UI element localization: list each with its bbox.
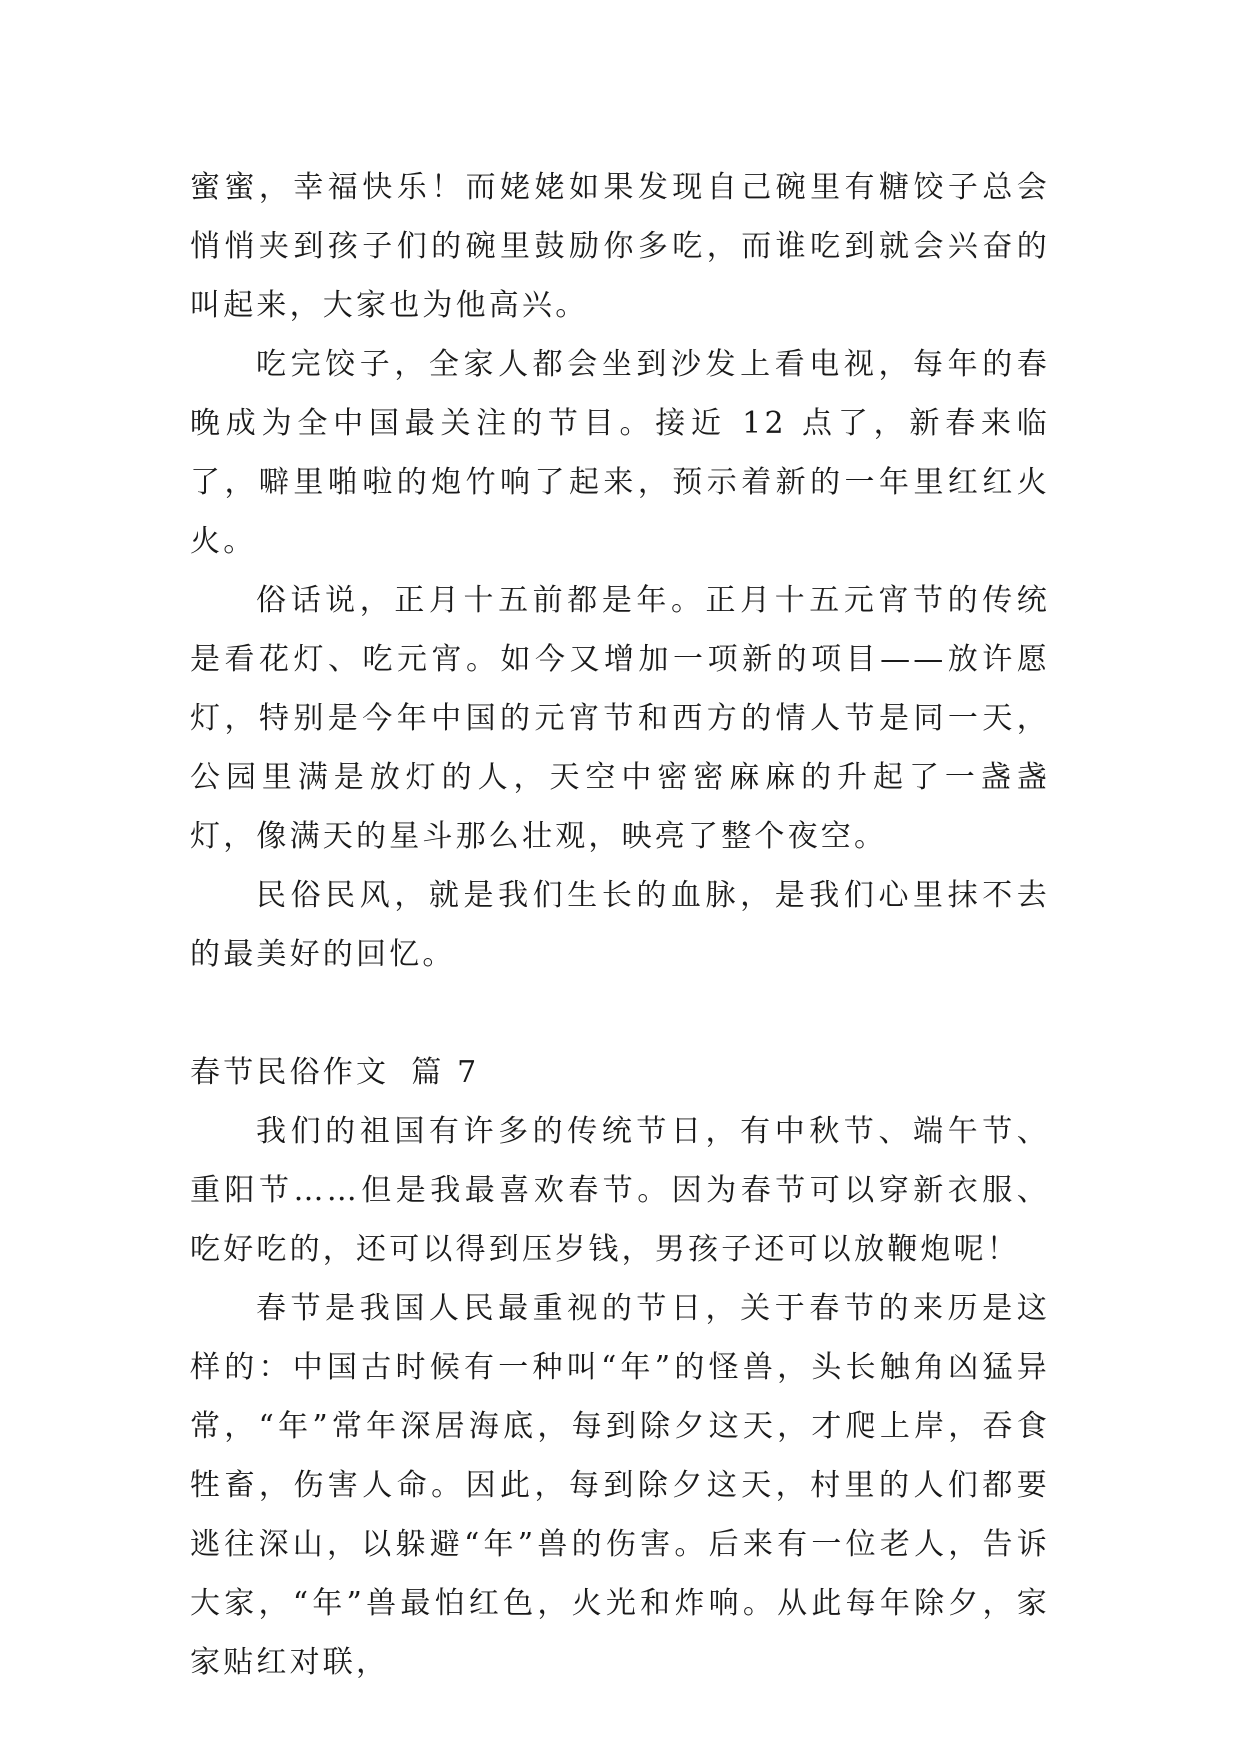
section-heading	[190, 1043, 1050, 1102]
paragraph: 俗话说，正月十五前都是年。正月十五元宵节的传统是看花灯、吃元宵。如今又增加一项新的项目——放许愿灯，特别是今年中国的元宵节和西方的情人节是同一天，公园里满是放灯的人，天空中密密麻麻的升起了一盏盏灯，像满天的星斗那么壮观，映亮了整个夜空。	[190, 583, 1050, 854]
document-body	[190, 158, 1050, 1692]
paragraph: 吃完饺子，全家人都会坐到沙发上看电视，每年的春晚成为全中国最关注的节目。接近 12 点了，新春来临了，噼里啪啦的炮竹响了起来，预示着新的一年里红红火火。	[190, 347, 1050, 559]
paragraph: 春节是我国人民最重视的节日，关于春节的来历是这样的：中国古时候有一种叫“年”的怪兽，头长触角凶猛异常，“年”常年深居海底，每到除夕这天，才爬上岸，吞食牲畜，伤害人命。因此，每到除夕这天，村里的人们都要逃往深山，以躲避“年”兽的伤害。后来有一位老人，告诉大家，“年”兽最怕红色，火光和炸响。从此每年除夕，家家贴红对联，	[190, 1291, 1050, 1680]
section-number: 篇 7	[411, 1055, 480, 1090]
paragraph: 蜜蜜，幸福快乐！而姥姥如果发现自己碗里有糖饺子总会悄悄夹到孩子们的碗里鼓励你多吃，而谁吃到就会兴奋的叫起来，大家也为他高兴。	[190, 170, 1050, 323]
paragraph: 我们的祖国有许多的传统节日，有中秋节、端午节、重阳节……但是我最喜欢春节。因为春节可以穿新衣服、吃好吃的，还可以得到压岁钱，男孩子还可以放鞭炮呢！	[190, 1114, 1050, 1267]
paragraph: 民俗民风，就是我们生长的血脉，是我们心里抹不去的最美好的回忆。	[190, 878, 1050, 972]
section-title: 春节民俗作文	[190, 1055, 390, 1090]
